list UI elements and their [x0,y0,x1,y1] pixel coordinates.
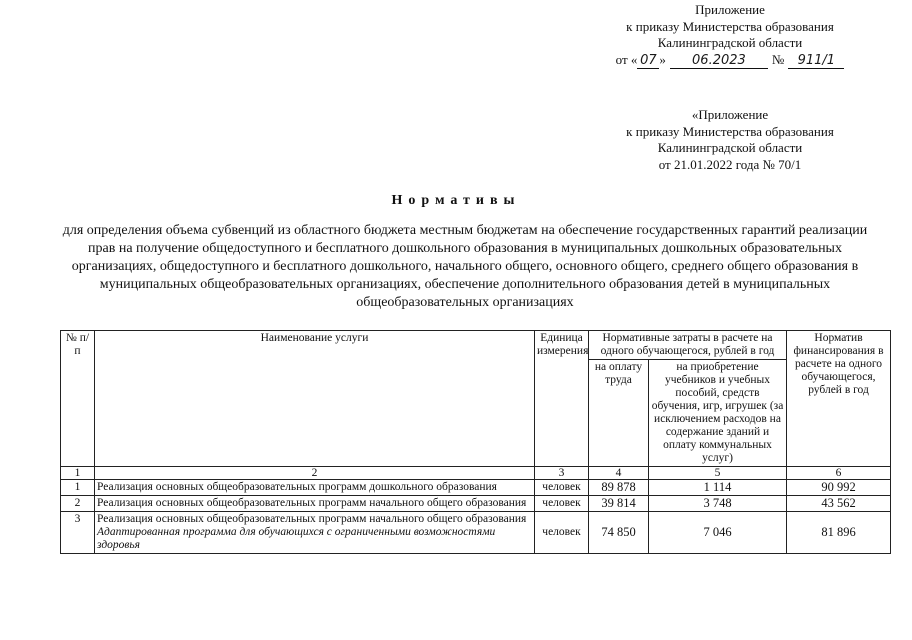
table-row [61,480,891,496]
header-labor: на оплату труда [589,360,649,467]
row-textbooks: 7 046 [649,512,787,554]
handwritten-month-year: 06.2023 [670,54,768,69]
handwritten-day: 07 [637,54,659,69]
row-financing: 90 992 [787,480,891,496]
row-unit: человек [535,480,589,496]
date-mid: » [659,51,666,67]
column-index: 4 [589,467,649,480]
service-text: Реализация основных общеобразовательных программ дошкольного образования [97,481,497,493]
approval-line-2: к приказу Министерства образования [626,18,834,34]
column-index: 5 [649,467,787,480]
header-num: № п/п [61,331,95,467]
prev-approval-line-4: от 21.01.2022 года № 70/1 [658,156,802,172]
approval-date-line [580,52,880,69]
approval-block-current [580,2,880,69]
handwritten-order-number: 911/1 [788,54,844,69]
column-index-row [61,467,891,480]
prev-approval-line-3: Калининградской области [657,140,803,155]
row-num: 1 [61,480,95,496]
column-index: 1 [61,467,95,480]
approval-line-3: Калининградской области [657,35,803,50]
approval-block-previous [580,107,880,173]
service-text: Реализация основных общеобразовательных программ начального общего образования [97,497,527,509]
row-service [95,496,535,512]
row-unit: человек [535,496,589,512]
row-labor: 89 878 [589,480,649,496]
row-financing: 43 562 [787,496,891,512]
column-index: 6 [787,467,891,480]
header-costs: Нормативные затраты в расчете на одного обучающегося, рублей в год [589,331,787,360]
prev-approval-line-1: «Приложение [691,107,769,122]
column-index: 3 [535,467,589,480]
normatives-table [60,330,891,554]
row-num: 3 [61,512,95,554]
row-labor: 39 814 [589,496,649,512]
row-service [95,480,535,496]
service-text-italic: Адаптированная программа для обучающихся с ограниченными возможностями здоровья [97,526,496,551]
row-num: 2 [61,496,95,512]
row-financing: 81 896 [787,512,891,554]
header-unit: Единица измерения [535,331,589,467]
table-row [61,512,891,554]
document-subtitle: для определения объема субвенций из областного бюджета местным бюджетам на обеспечение государственных гарантий реализации прав на получение общедоступного и бесплатного дошкольного образования в муниципальных дошкольных образовательных организациях, общедоступного и бесплатного дошкольного, начального общего, основного общего, среднего общего образования в муниципальных общеобразовательных организациях, обеспечение дополнительного образования детей в муниципальных общеобразовательных организациях [62,223,868,310]
row-textbooks: 1 114 [649,480,787,496]
date-prefix: от « [615,51,638,67]
header-textbooks: на приобретение учебников и учебных пособий, средств обучения, игр, игрушек (за исключением расходов на содержание зданий и оплату коммунальных услуг) [649,360,787,467]
row-labor: 74 850 [589,512,649,554]
row-unit: человек [535,512,589,554]
table-row [61,496,891,512]
number-prefix: № [771,51,785,67]
document-title: Нормативы [391,193,521,208]
column-index: 2 [95,467,535,480]
row-service [95,512,535,554]
header-service: Наименование услуги [95,331,535,467]
prev-approval-line-2: к приказу Министерства образования [626,123,834,139]
row-textbooks: 3 748 [649,496,787,512]
service-text: Реализация основных общеобразовательных программ начального общего образования [97,513,527,525]
approval-line-1: Приложение [695,2,765,17]
header-financing: Норматив финансирования в расчете на одного обучающегося, рублей в год [787,331,891,467]
